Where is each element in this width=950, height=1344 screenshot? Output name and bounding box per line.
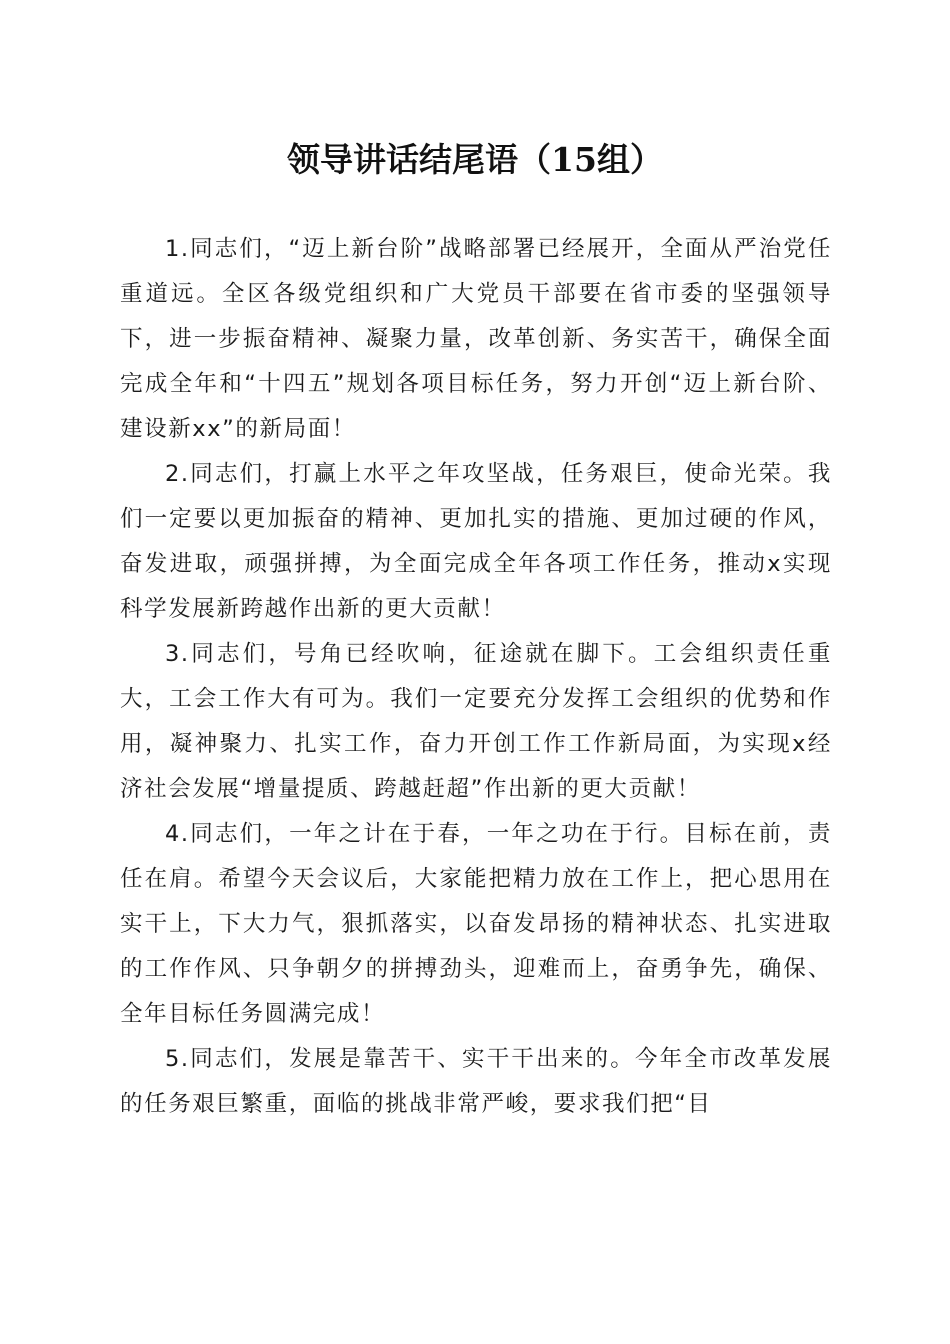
document-body bbox=[120, 227, 832, 1127]
paragraph-1: 1.同志们，“迈上新台阶”战略部署已经展开，全面从严治党任重道远。全区各级党组织和广大党员干部要在省市委的坚强领导下，进一步振奋精神、凝聚力量，改革创新、务实苦干，确保全面完成全年和“十四五”规划各项目标任务，努力开创“迈上新台阶、建设新xx”的新局面！ bbox=[120, 236, 832, 442]
paragraph-2: 2.同志们，打赢上水平之年攻坚战，任务艰巨，使命光荣。我们一定要以更加振奋的精神、更加扎实的措施、更加过硬的作风，奋发进取，顽强拼搏，为全面完成全年各项工作任务，推动x实现科学发展新跨越作出新的更大贡献！ bbox=[120, 461, 832, 622]
paragraph-3: 3.同志们，号角已经吹响，征途就在脚下。工会组织责任重大，工会工作大有可为。我们一定要充分发挥工会组织的优势和作用，凝神聚力、扎实工作，奋力开创工作工作新局面，为实现x经济社会发展“增量提质、跨越赶超”作出新的更大贡献！ bbox=[120, 641, 832, 802]
paragraph-4: 4.同志们，一年之计在于春，一年之功在于行。目标在前，责任在肩。希望今天会议后，大家能把精力放在工作上，把心思用在实干上，下大力气，狠抓落实，以奋发昂扬的精神状态、扎实进取的工作作风、只争朝夕的拼搏劲头，迎难而上，奋勇争先，确保、全年目标任务圆满完成！ bbox=[120, 821, 832, 1027]
document-title: 领导讲话结尾语（15组） bbox=[287, 140, 663, 179]
paragraph-5: 5.同志们，发展是靠苦干、实干干出来的。今年全市改革发展的任务艰巨繁重，面临的挑战非常严峻，要求我们把“目 bbox=[120, 1046, 832, 1117]
